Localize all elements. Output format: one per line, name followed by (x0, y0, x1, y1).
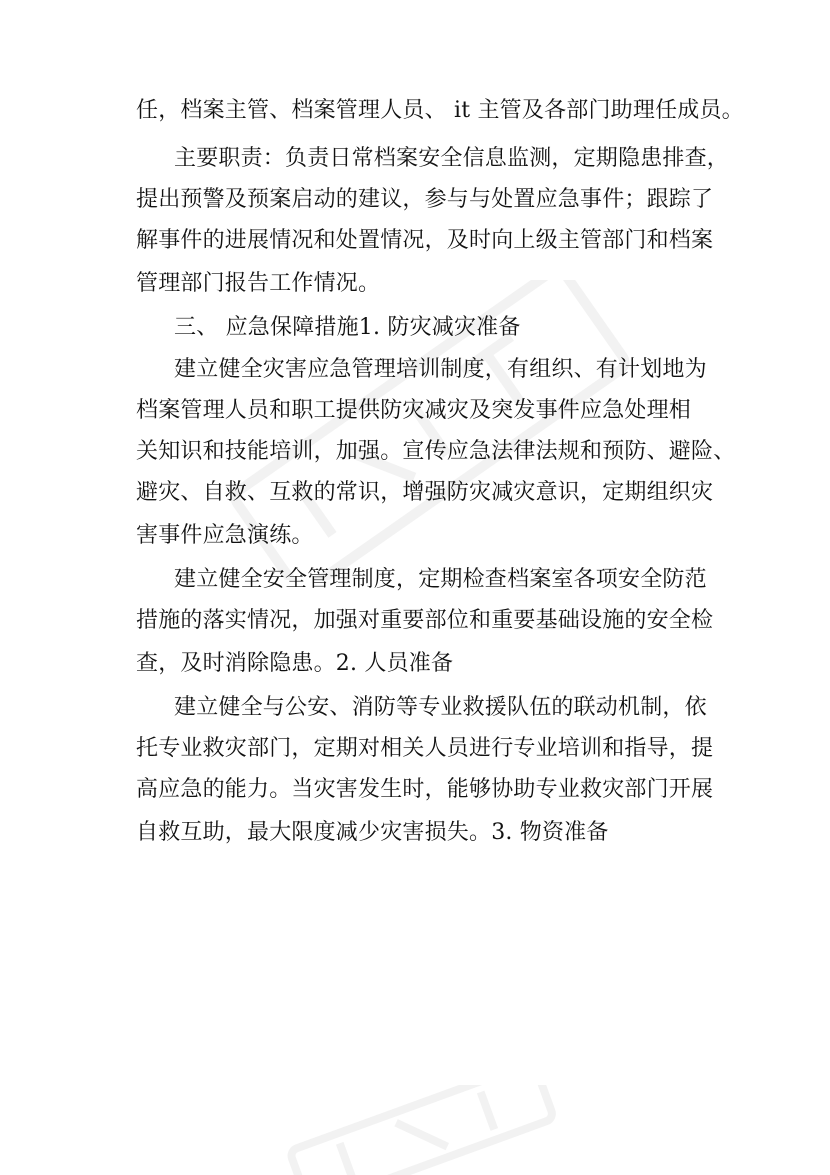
text-line-18: 自救互助，最大限度减少灾害损失。3. 物资准备 (136, 820, 609, 845)
text-line-16: 托专业救灾部门，定期对相关人员进行专业培训和指导，提 (136, 736, 714, 761)
text-line-1: 任，档案主管、档案管理人员、 it 主管及各部门助理任成员。 (136, 98, 744, 123)
watermark-graphic-bottom (250, 1085, 590, 1175)
text-line-6: 三、 应急保障措施1. 防灾减灾准备 (174, 315, 521, 340)
text-line-10: 避灾、自救、互救的常识，增强防灾减灾意识，定期组织灾 (136, 480, 714, 505)
text-line-7: 建立健全灾害应急管理培训制度，有组织、有计划地为 (174, 357, 707, 382)
text-line-2: 主要职责：负责日常档案安全信息监测，定期隐患排查， (174, 146, 730, 171)
text-line-5: 管理部门报告工作情况。 (136, 271, 381, 296)
text-line-17: 高应急的能力。当灾害发生时，能够协助专业救灾部门开展 (136, 777, 714, 802)
text-line-9: 关知识和技能培训，加强。宣传应急法律法规和预防、避险、 (136, 439, 736, 464)
text-line-4: 解事件的进展情况和处置情况，及时向上级主管部门和档案 (136, 228, 714, 253)
text-line-15: 建立健全与公安、消防等专业救援队伍的联动机制，依 (174, 695, 707, 720)
text-line-13: 措施的落实情况，加强对重要部位和重要基础设施的安全检 (136, 608, 714, 633)
text-line-14: 查，及时消除隐患。2. 人员准备 (136, 651, 454, 676)
text-line-11: 害事件应急演练。 (136, 523, 314, 548)
text-line-8: 档案管理人员和职工提供防灾减灾及突发事件应急处理相 (136, 398, 692, 423)
text-line-3: 提出预警及预案启动的建议，参与与处置应急事件；跟踪了 (136, 187, 714, 212)
text-line-12: 建立健全安全管理制度，定期检查档案室各项安全防范 (174, 567, 707, 592)
